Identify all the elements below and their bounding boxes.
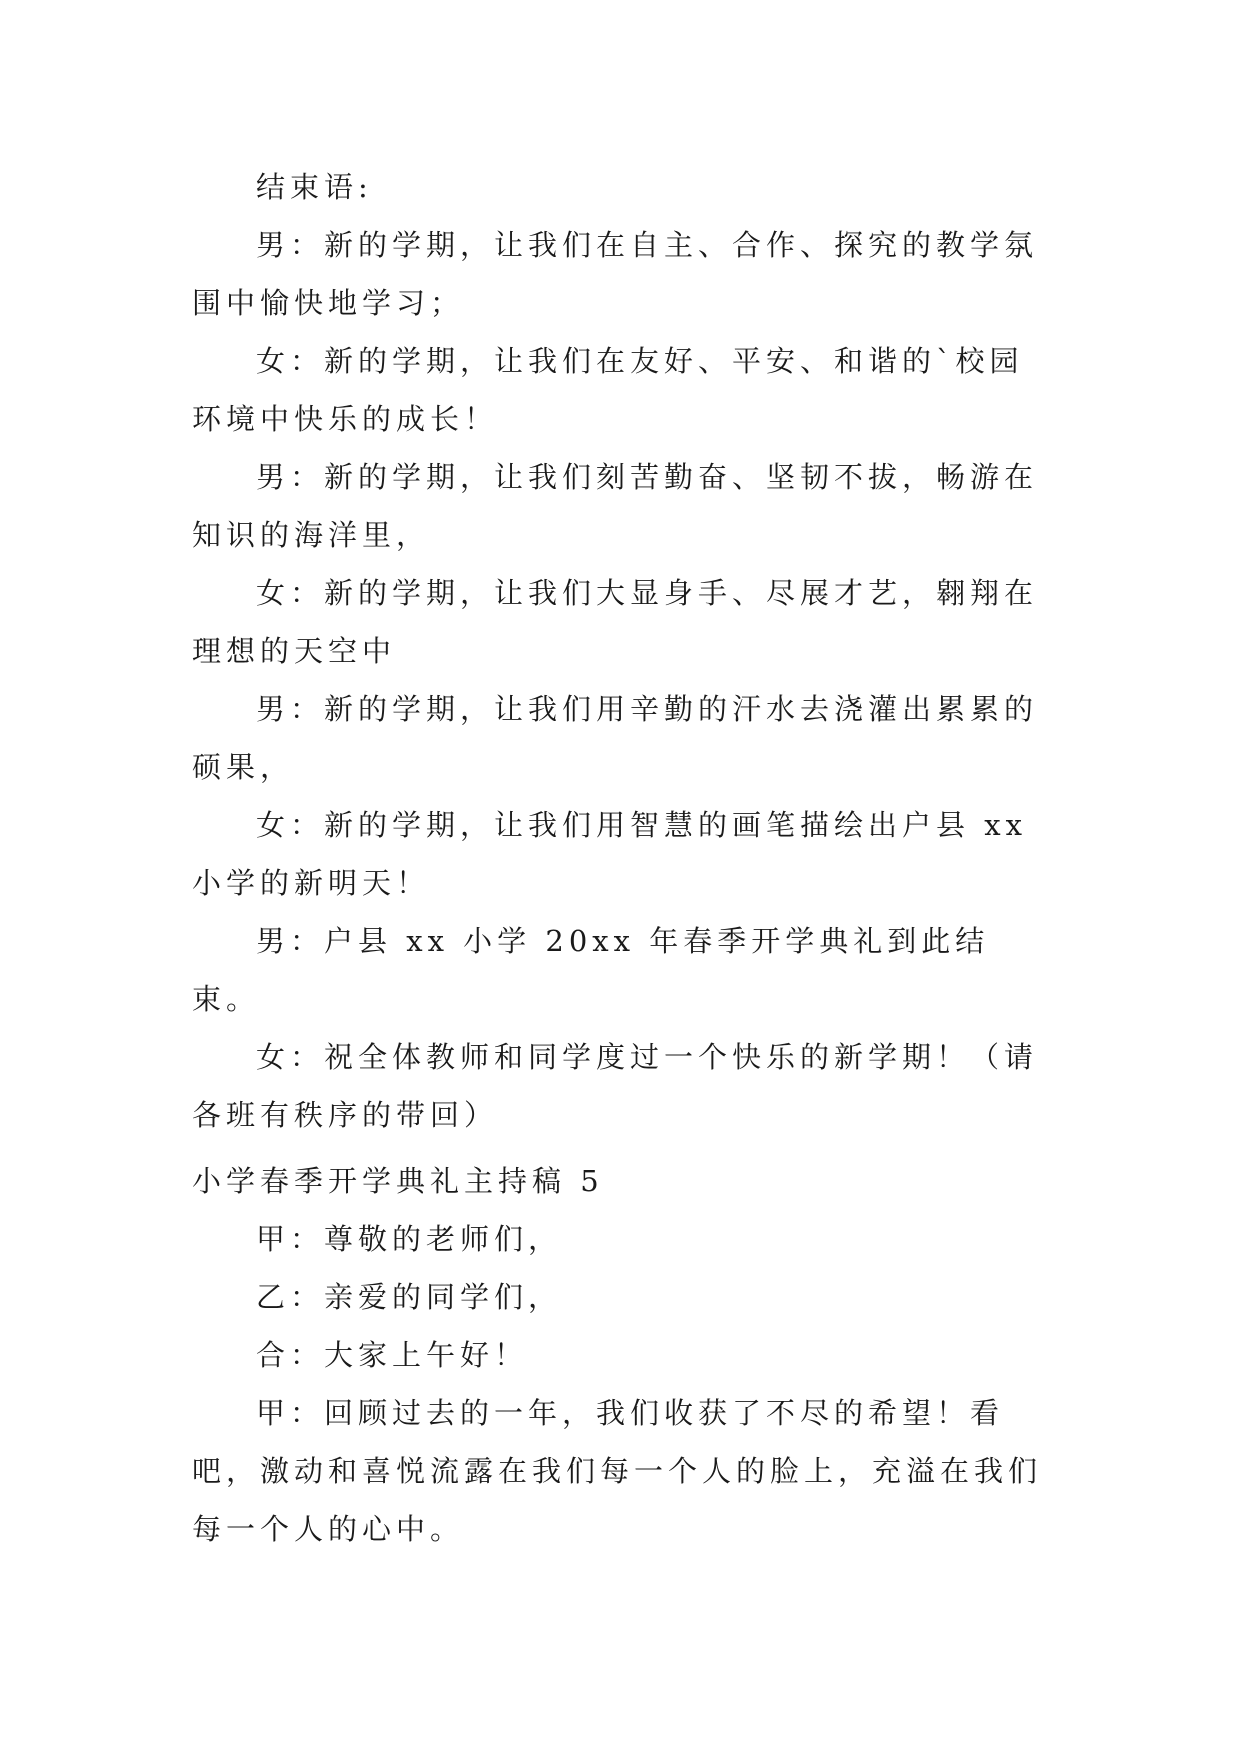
dialogue-line: 合：大家上午好！ <box>256 1338 529 1372</box>
script-five-section <box>192 1152 1052 1558</box>
dialogue-line: 男：新的学期，让我们用辛勤的汗水去浇灌出累累的硕果， <box>192 692 1039 784</box>
dialogue-line: 女：新的学期，让我们大显身手、尽展才艺，翱翔在理想的天空中 <box>192 576 1039 668</box>
closing-remarks-label: 结束语: <box>256 170 373 204</box>
dialogue-line: 男：新的学期，让我们在自主、合作、探究的教学氛围中愉快地学习； <box>192 228 1039 320</box>
dialogue-line: 甲：尊敬的老师们， <box>256 1222 563 1256</box>
dialogue-line: 男：户县 xx 小学 20xx 年春季开学典礼到此结束。 <box>192 924 990 1016</box>
section-heading: 小学春季开学典礼主持稿 5 <box>192 1164 604 1198</box>
dialogue-line: 男：新的学期，让我们刻苦勤奋、坚韧不拔，畅游在知识的海洋里， <box>192 460 1039 552</box>
dialogue-line: 女：祝全体教师和同学度过一个快乐的新学期！（请各班有秩序的带回） <box>192 1040 1039 1132</box>
closing-remarks-section <box>192 158 1052 1144</box>
dialogue-line: 甲：回顾过去的一年，我们收获了不尽的希望！看吧，激动和喜悦流露在我们每一个人的脸上，充溢在我们每一个人的心中。 <box>192 1396 1043 1546</box>
dialogue-line: 乙：亲爱的同学们， <box>256 1280 563 1314</box>
dialogue-line: 女：新的学期，让我们在友好、平安、和谐的`校园环境中快乐的成长！ <box>192 344 1024 436</box>
dialogue-line: 女：新的学期，让我们用智慧的画笔描绘出户县 xx 小学的新明天！ <box>192 808 1027 900</box>
